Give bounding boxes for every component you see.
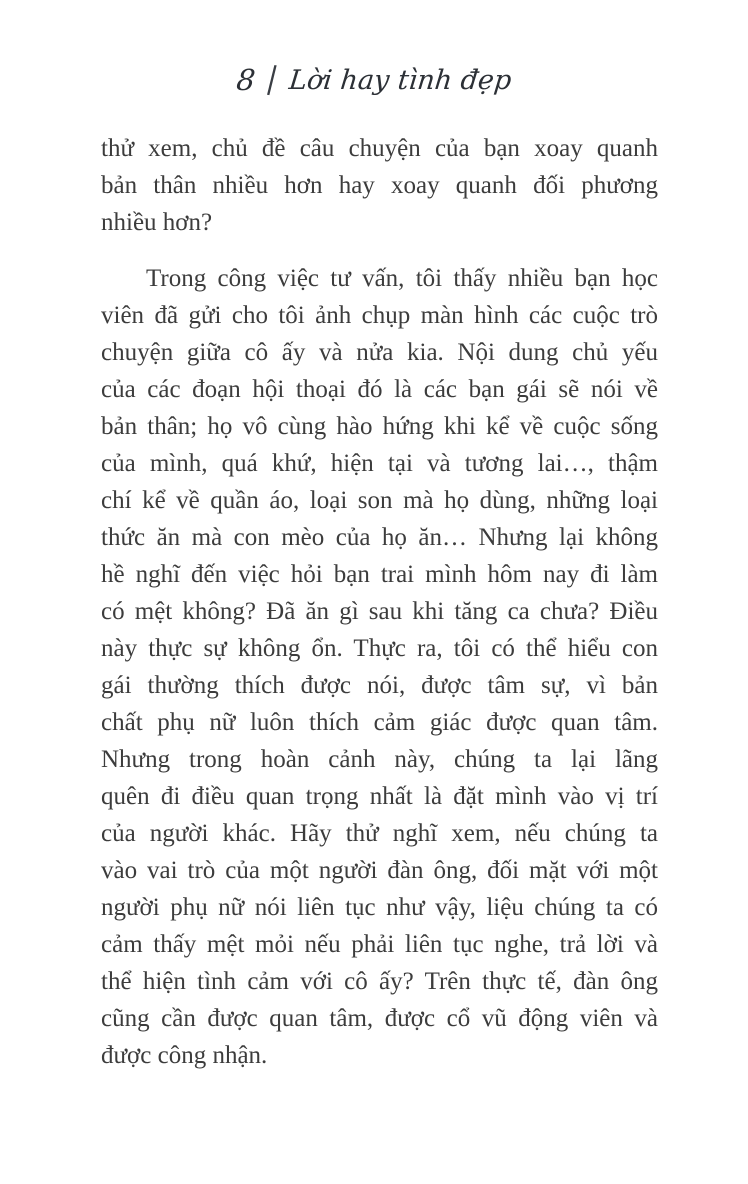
text-line: Nhưng trong hoàn cảnh này, chúng ta lại lãng — [101, 746, 658, 773]
text-line: bản thân nhiều hơn hay xoay quanh đối phương — [101, 172, 658, 199]
paragraph — [101, 130, 658, 241]
book-title: Lời hay tình đẹp — [287, 64, 513, 96]
text-line: Trong công việc tư vấn, tôi thấy nhiều bạn học — [146, 265, 658, 292]
page-body — [0, 130, 748, 1074]
text-line: có mệt không? Đã ăn gì sau khi tăng ca chưa? Điều — [101, 598, 658, 625]
text-line: của mình, quá khứ, hiện tại và tương lai…, thậm — [101, 450, 658, 477]
text-line: của các đoạn hội thoại đó là các bạn gái sẽ nói về — [101, 376, 658, 403]
text-line: thử xem, chủ đề câu chuyện của bạn xoay quanh — [101, 135, 658, 162]
text-line: hề nghĩ đến việc hỏi bạn trai mình hôm nay đi làm — [101, 561, 658, 588]
paragraph — [101, 260, 658, 1074]
header-separator: | — [263, 59, 282, 97]
text-line: thức ăn mà con mèo của họ ăn… Nhưng lại không — [101, 524, 658, 551]
text-line: viên đã gửi cho tôi ảnh chụp màn hình các cuộc trò — [101, 302, 658, 329]
text-line: chuyện giữa cô ấy và nửa kia. Nội dung chủ yếu — [101, 339, 658, 366]
text-line: chí kể về quần áo, loại son mà họ dùng, những loại — [101, 487, 658, 514]
text-line: bản thân; họ vô cùng hào hứng khi kể về cuộc sống — [101, 413, 658, 440]
text-line: cũng cần được quan tâm, được cổ vũ động viên và — [101, 1005, 658, 1032]
text-line: gái thường thích được nói, được tâm sự, vì bản — [101, 672, 658, 699]
text-line: người phụ nữ nói liên tục như vậy, liệu chúng ta có — [101, 894, 658, 921]
text-line: được công nhận. — [101, 1042, 268, 1069]
text-line: này thực sự không ổn. Thực ra, tôi có thể hiểu con — [101, 635, 658, 662]
text-line: vào vai trò của một người đàn ông, đối mặt với một — [101, 857, 658, 884]
text-line: nhiều hơn? — [101, 209, 213, 236]
text-line: thể hiện tình cảm với cô ấy? Trên thực tế, đàn ông — [101, 968, 658, 995]
page-number: 8 — [234, 63, 257, 97]
text-line: của người khác. Hãy thử nghĩ xem, nếu chúng ta — [101, 820, 658, 847]
text-line: cảm thấy mệt mỏi nếu phải liên tục nghe, trả lời và — [101, 931, 658, 958]
text-line: quên đi điều quan trọng nhất là đặt mình vào vị trí — [101, 783, 658, 810]
page-header — [0, 56, 748, 104]
text-line: chất phụ nữ luôn thích cảm giác được quan tâm. — [101, 709, 658, 736]
